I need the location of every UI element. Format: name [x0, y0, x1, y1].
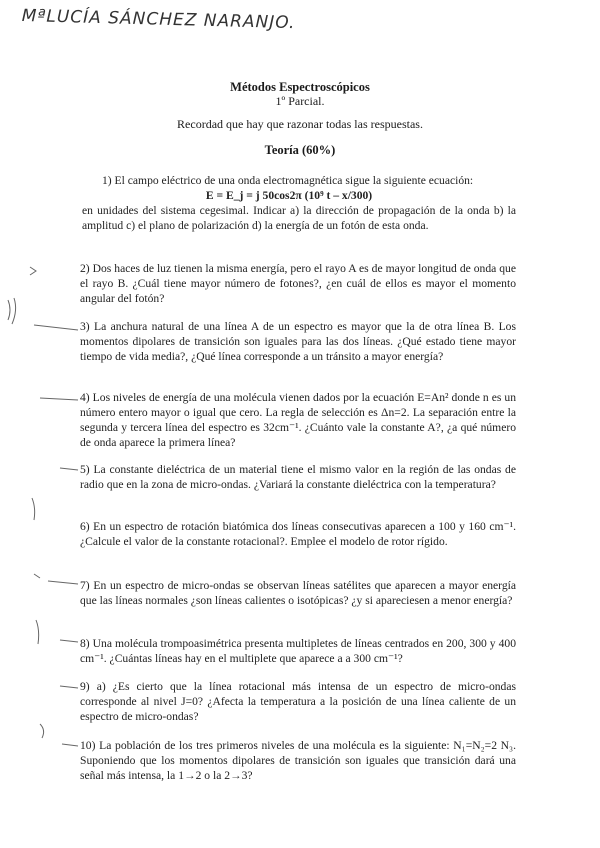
question-3-text: 3) La anchura natural de una línea A de un espectro es mayor que la de otra línea B. Los momentos dipolares de transición son iguales para las dos líneas. ¿Qué estado tiene mayor tiempo de vida media?, ¿Qué línea corresponde a un tránsito a mayor energía?	[80, 320, 516, 363]
scribble-mark	[34, 325, 78, 330]
exam-instruction: Recordad que hay que razonar todas las respuestas.	[177, 117, 423, 131]
scribble-mark	[32, 498, 35, 520]
scribble-mark	[34, 574, 78, 584]
scribble-mark	[40, 398, 78, 400]
question-1-formula: E = E_j = j 50cos2π (10⁹ t – x/300)	[205, 189, 373, 202]
scribble-mark	[62, 744, 78, 746]
scribble-mark	[8, 298, 16, 324]
question-8-text: 8) Una molécula trompoasimétrica presenta multipletes de líneas centrados en 200, 300 y 400 cm⁻¹. ¿Cuántas líneas hay en el multiplete que aparece a a 300 cm⁻¹?	[80, 637, 516, 665]
scribble-mark	[30, 267, 36, 275]
scribble-mark	[40, 724, 44, 738]
exam-subtitle: 1º Parcial.	[275, 94, 325, 108]
scribble-mark	[60, 640, 78, 642]
question-7-text: 7) En un espectro de micro-ondas se observan líneas satélites que aparecen a mayor energía que las líneas normales ¿son líneas calientes o isotópicas? ¿y si apareciesen a menor energía?	[80, 579, 516, 607]
question-10-text: 10) La población de los tres primeros niveles de una molécula es la siguiente: N₁=N₂=2 N₃. Suponiendo que los momentos dipolares de transición son iguales que transición dará una señal más intensa, la 1→2 o la 2→3?	[80, 739, 516, 782]
student-name-handwritten: MªLUCÍA SÁNCHEZ NARANJO.	[21, 6, 296, 34]
question-10	[80, 738, 516, 783]
question-5-text: 5) La constante dieléctrica de un material tiene el mismo valor en la región de las ondas de radio que en la zona de micro-ondas. ¿Variará la constante dieléctrica con la temperatura?	[80, 463, 516, 491]
question-2-text: 2) Dos haces de luz tienen la misma energía, pero el rayo A es de mayor longitud de onda que el rayo B. ¿Cuál tiene mayor número de fotones?, ¿en cuál de ellos es mayor el momento angular del fotón?	[80, 262, 516, 305]
question-4-text: 4) Los niveles de energía de una molécula vienen dados por la ecuación E=An² donde n es un número entero mayor o igual que cero. La regla de selección es Δn=2. La separación entre la segunda y tercera línea del espectro es 32cm⁻¹. ¿Cuánto vale la constante A?, ¿a qué número de onda aparece la primera línea?	[80, 391, 516, 449]
section-heading: Teoría (60%)	[264, 143, 336, 157]
scribble-mark	[60, 686, 78, 688]
question-1-text: en unidades del sistema cegesimal. Indicar a) la dirección de propagación de la onda b) la amplitud c) el plano de polarización d) la energía de un fotón de esta onda.	[82, 204, 516, 232]
question-4	[80, 390, 516, 450]
question-6-text: 6) En un espectro de rotación biatómica dos líneas consecutivas aparecen a 100 y 160 cm⁻¹. ¿Calcule el valor de la constante rotacional?. Emplee el modelo de rotor rígido.	[80, 520, 516, 548]
question-1	[82, 173, 516, 233]
question-3	[80, 319, 516, 364]
exam-title: Métodos Espectroscópicos	[230, 80, 370, 94]
question-6	[80, 519, 516, 549]
question-9-text: 9) a) ¿Es cierto que la línea rotacional más intensa de un espectro de micro-ondas corresponde al nivel J=0? ¿Afecta la temperatura a la posición de una línea caliente de un espectro de micro-ondas?	[80, 680, 516, 723]
question-8	[80, 636, 516, 666]
question-2	[80, 261, 516, 306]
question-7	[80, 578, 516, 608]
question-5	[80, 462, 516, 492]
question-1-lead: 1) El campo eléctrico de una onda electromagnética sigue la siguiente ecuación:	[102, 174, 474, 187]
margin-scribbles	[0, 0, 80, 848]
scribble-mark	[60, 468, 78, 470]
scribble-mark	[36, 620, 39, 644]
question-9	[80, 679, 516, 724]
